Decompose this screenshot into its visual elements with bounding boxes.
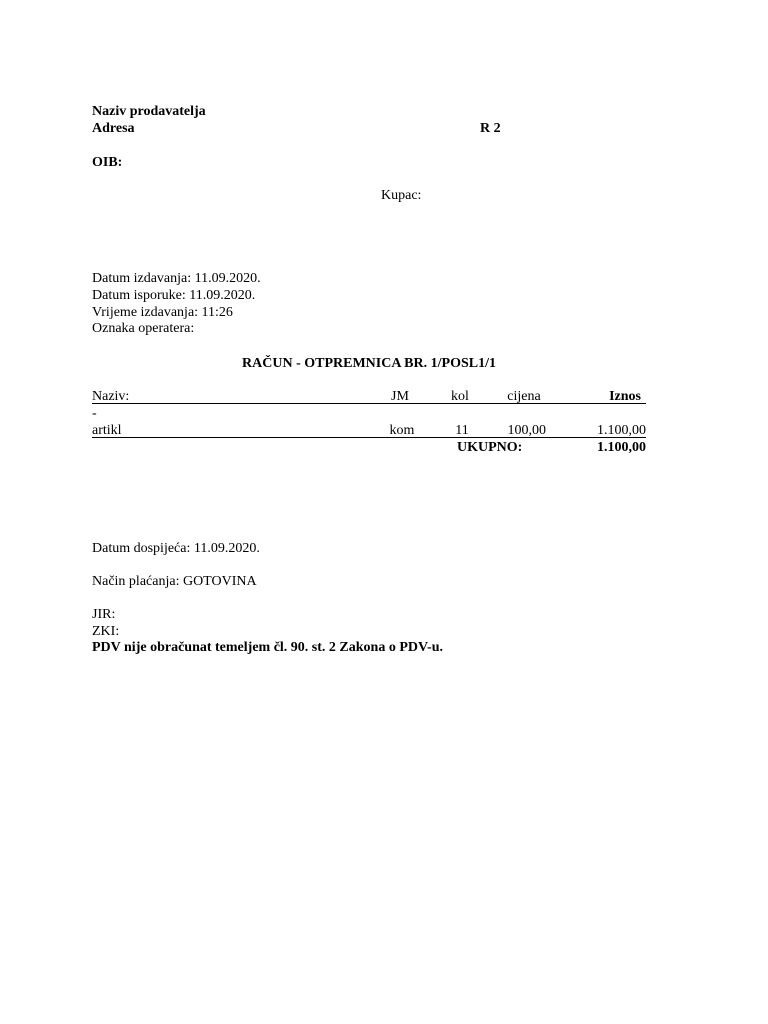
total-value: 1.100,00: [597, 440, 646, 455]
buyer-label: Kupac:: [381, 188, 422, 203]
jir-label: JIR:: [92, 607, 116, 622]
row-underline: [92, 437, 646, 438]
row-unit: kom: [389, 423, 415, 438]
zki-label: ZKI:: [92, 624, 120, 639]
operator-label: Oznaka operatera:: [92, 321, 195, 336]
header-name: Naziv:: [92, 389, 130, 404]
invoice-type: R 2: [480, 121, 501, 136]
row-name: artikl: [92, 423, 122, 438]
total-label: UKUPNO:: [457, 440, 523, 455]
seller-name: Naziv prodavatelja: [92, 104, 206, 119]
seller-address: Adresa: [92, 121, 135, 136]
row-amount: 1.100,00: [597, 423, 646, 438]
row-qty: 11: [455, 423, 469, 438]
header-qty: kol: [451, 389, 469, 404]
due-date: Datum dospijeća: 11.09.2020.: [92, 541, 260, 556]
vat-note: PDV nije obračunat temeljem čl. 90. st. 2 Zakona o PDV-u.: [92, 640, 444, 655]
row-dash: -: [92, 406, 97, 421]
payment-method: Način plaćanja: GOTOVINA: [92, 574, 257, 589]
delivery-date: Datum isporuke: 11.09.2020.: [92, 288, 256, 303]
seller-oib-label: OIB:: [92, 155, 123, 170]
issue-time: Vrijeme izdavanja: 11:26: [92, 305, 233, 320]
row-price: 100,00: [507, 423, 546, 438]
header-unit: JM: [391, 389, 409, 404]
invoice-title: RAČUN - OTPREMNICA BR. 1/POSL1/1: [242, 356, 496, 371]
header-amount: Iznos: [609, 389, 641, 404]
header-underline: [92, 403, 646, 404]
issue-date: Datum izdavanja: 11.09.2020.: [92, 271, 261, 286]
header-price: cijena: [507, 389, 541, 404]
